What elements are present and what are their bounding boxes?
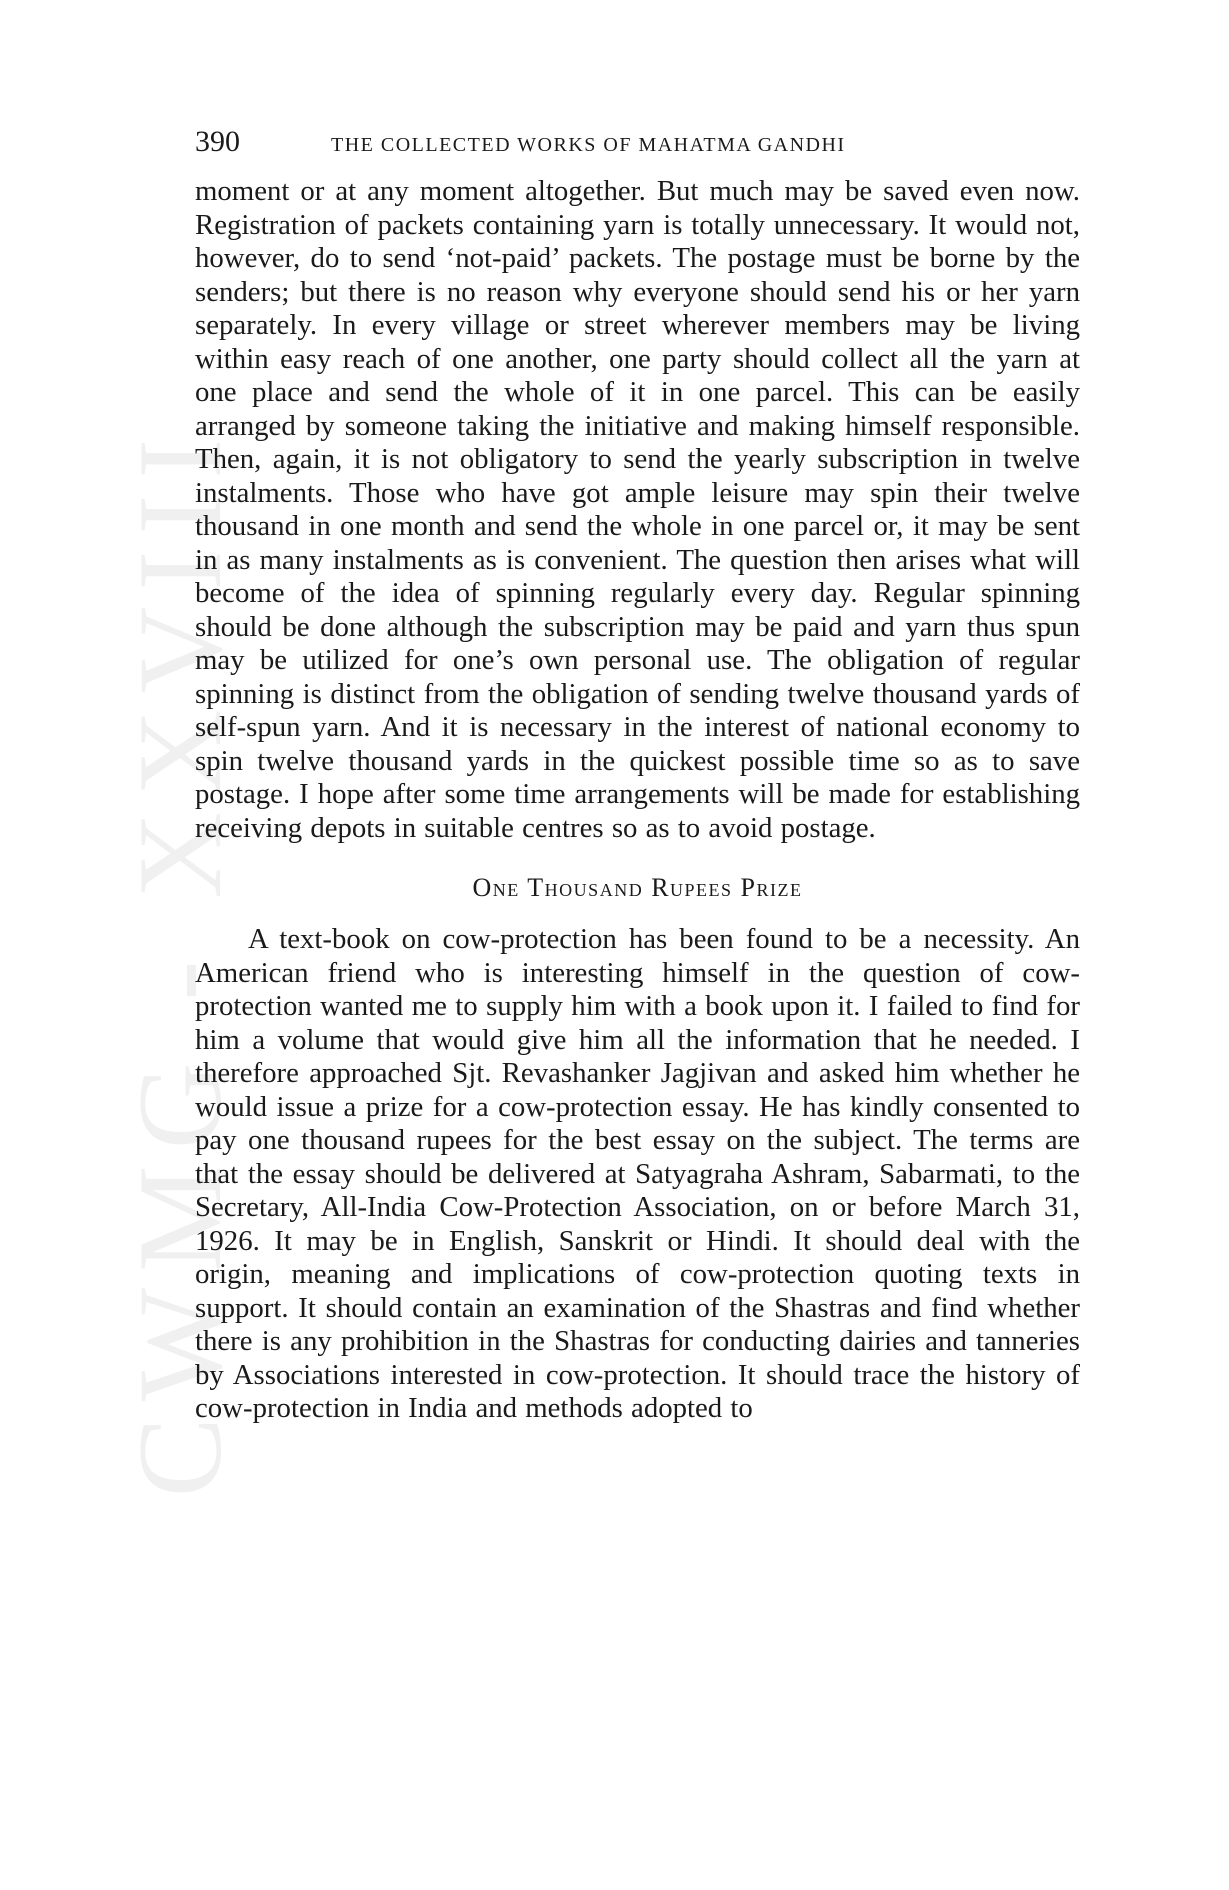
section-heading: One Thousand Rupees Prize	[472, 873, 803, 902]
watermark-text: CWMG - XXVIII	[113, 422, 246, 1498]
book-title: THE COLLECTED WORKS OF MAHATMA GANDHI	[331, 134, 846, 156]
body-paragraph-1: moment or at any moment altogether. But much may be saved even now. Registration of packets containing yarn is totally unnecessary. It would not, however, do to send ‘not-paid’ packets. The postage must be borne by the senders; but there is no reason why everyone should send his or her yarn separately. In every village or street wherever members may be living within easy reach of one another, one party should collect all the yarn at one place and send the whole of it in one parcel. This can be easily arranged by someone taking the initiative and making himself responsible. Then, again, it is not obligatory to send the yearly subscription in twelve instalments. Those who have got ample leisure may spin their twelve thousand in one month and send the whole in one parcel or, it may be sent in as many instalments as is convenient. The question then arises what will become of the idea of spinning regularly every day. Regular spinning should be done although the subscription may be paid and yarn thus spun may be utilized for one’s own personal use. The obligation of regular spinning is distinct from the obligation of sending twelve thousand yards of self-spun yarn. And it is necessary in the interest of national economy to spin twelve thousand yards in the quickest possible time so as to save postage. I hope after some time arrangements will be made for establishing receiving depots in suitable centres so as to avoid postage.	[195, 175, 1080, 844]
page-content	[195, 125, 1080, 1426]
running-header	[195, 125, 1080, 161]
page-number: 390	[195, 125, 240, 158]
body-paragraph-2: A text-book on cow-protection has been found to be a necessity. An American friend who is interesting himself in the question of cow-protection wanted me to supply him with a book upon it. I failed to find for him a volume that would give him all the information that he needed. I therefore approached Sjt. Revashanker Jagjivan and asked him whether he would issue a prize for a cow-protection essay. He has kindly consented to pay one thousand rupees for the best essay on the subject. The terms are that the essay should be delivered at Satyagraha Ashram, Sabarmati, to the Secretary, All-India Cow-Protection Association, on or before March 31, 1926. It may be in English, Sanskrit or Hindi. It should deal with the origin, meaning and implications of cow-protection quoting texts in support. It should contain an examination of the Shastras and find whether there is any prohibition in the Shastras for conducting dairies and tanneries by Associations interested in cow-protection. It should trace the history of cow-protection in India and methods adopted to	[195, 923, 1080, 1424]
